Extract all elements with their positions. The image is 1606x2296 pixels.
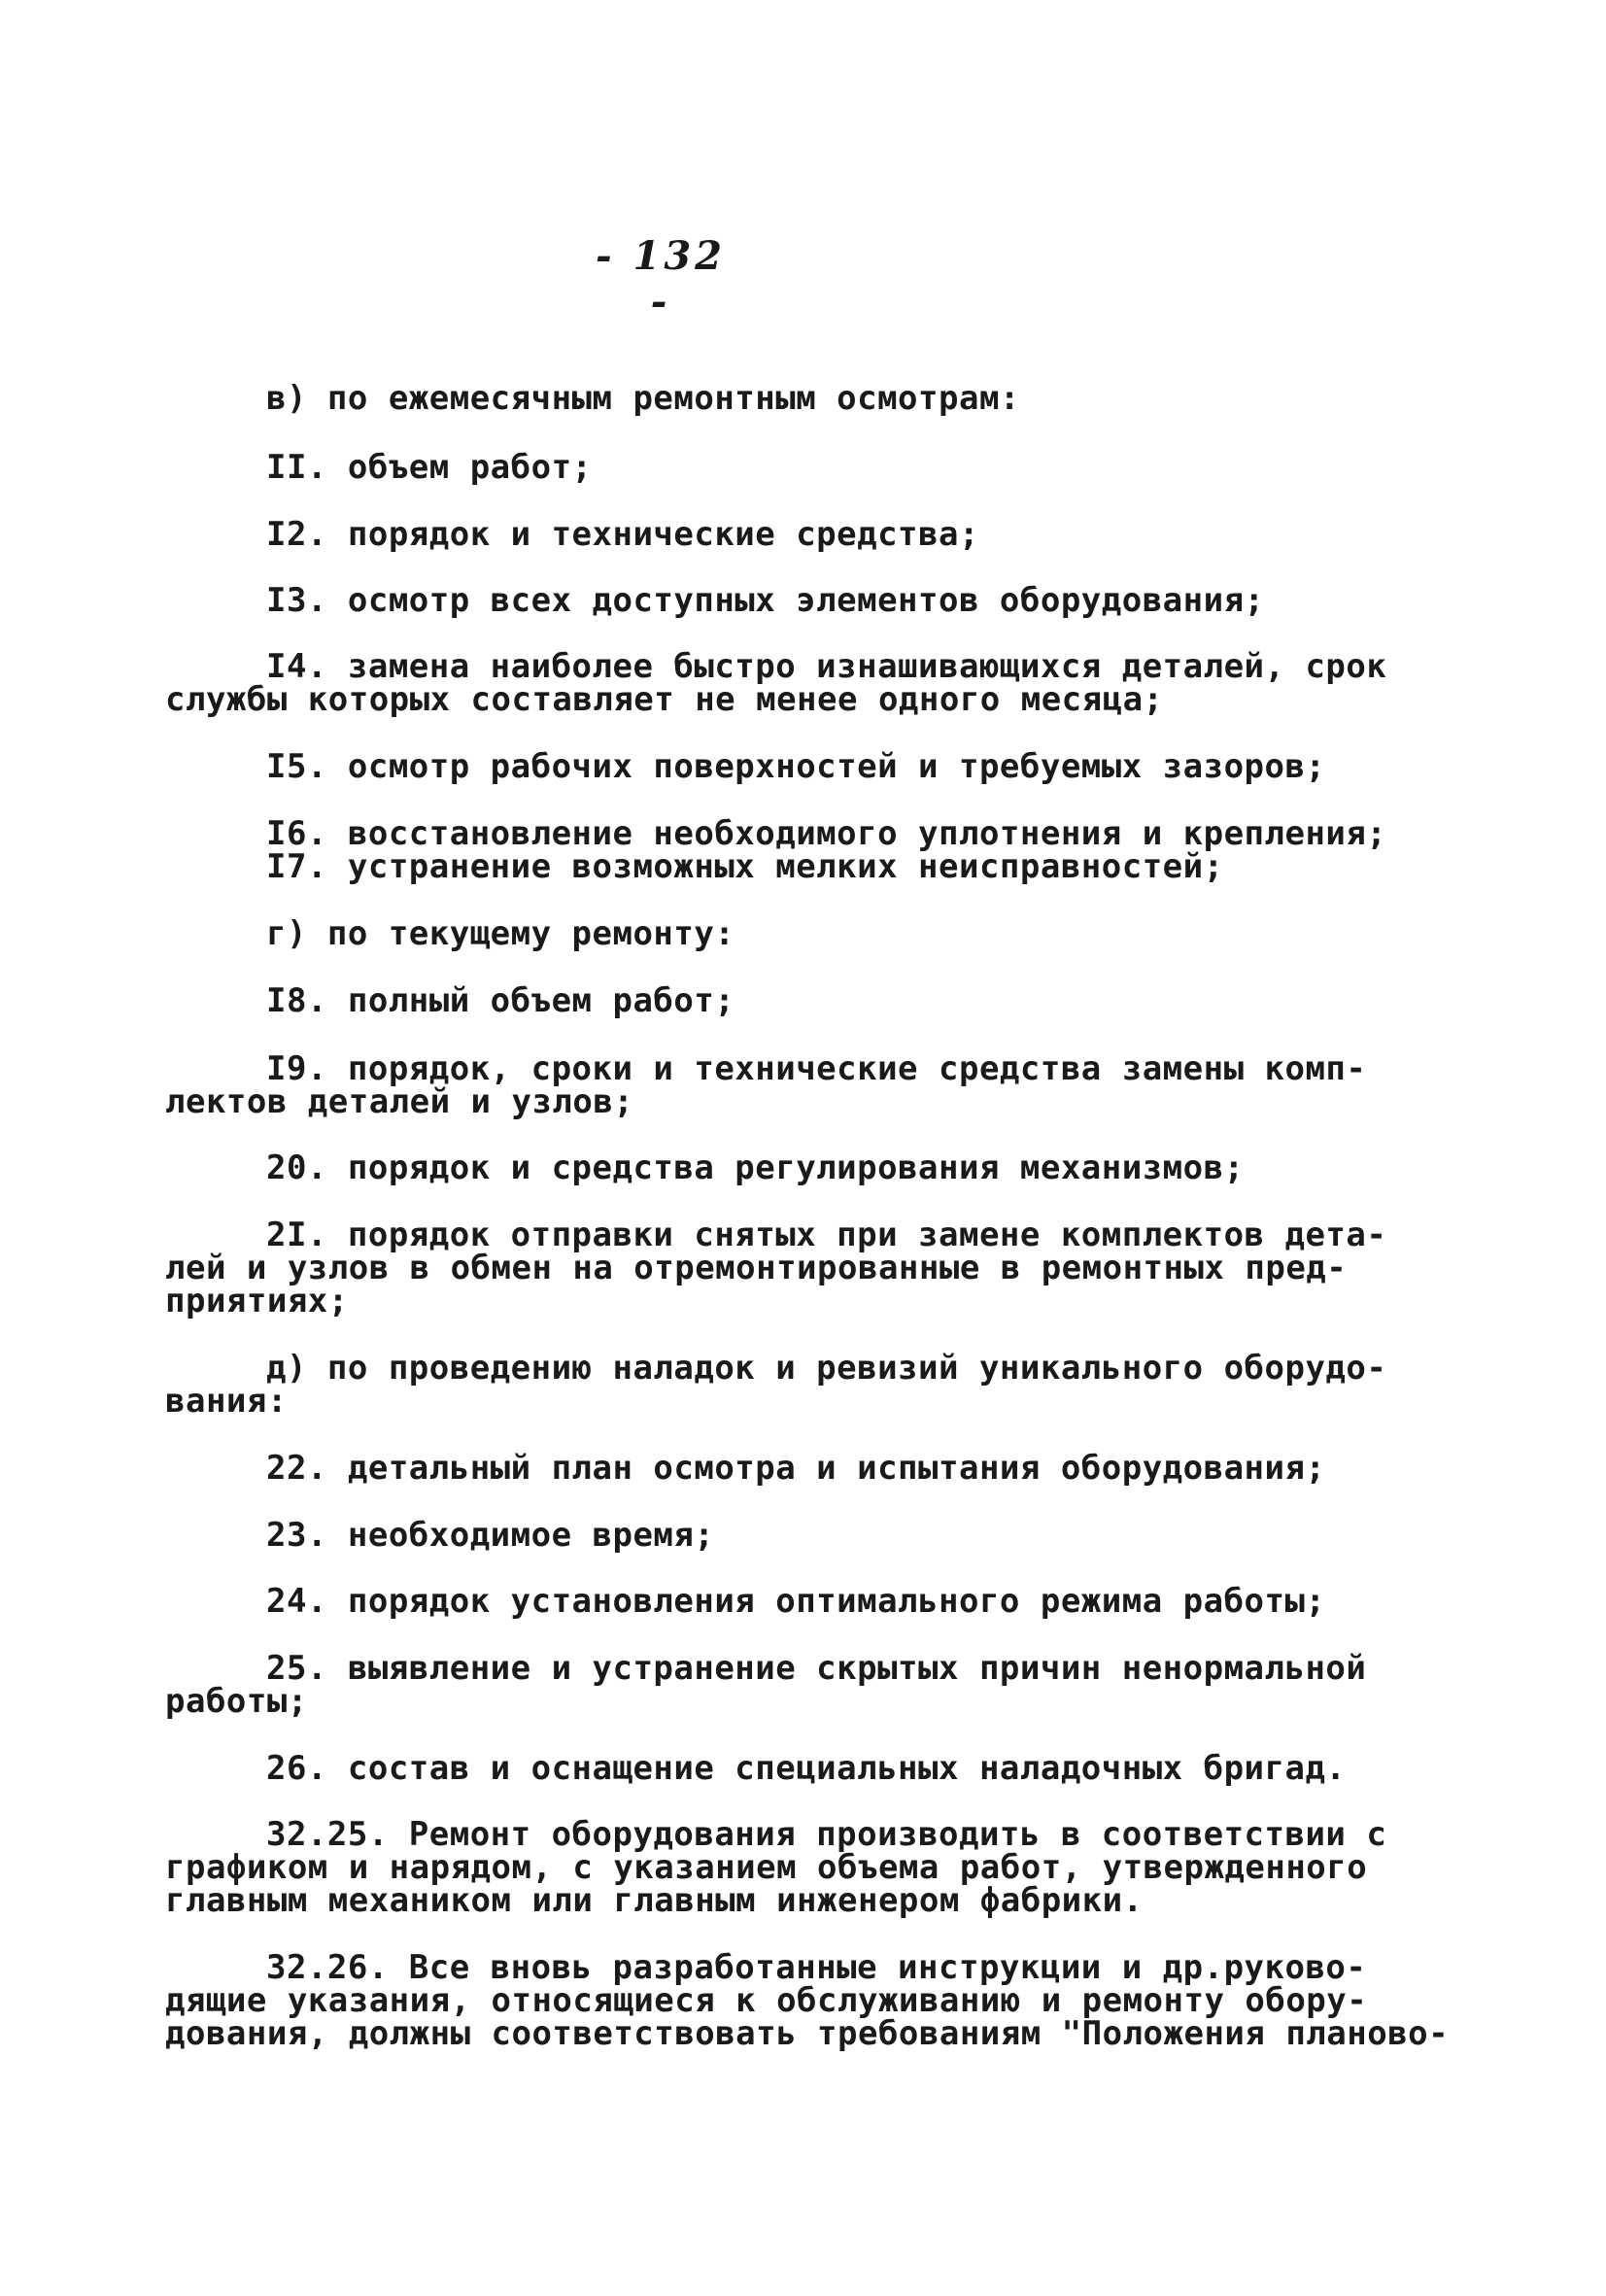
text-line: в) по ежемесячным ремонтным осмотрам: [266,379,1020,418]
text-line: службы которых составляет не менее одного месяца; [165,680,1164,719]
text-line: лей и узлов в обмен на отремонтированные в ремонтных пред- [165,1249,1348,1287]
text-line: 25. выявление и устранение скрытых причин ненормальной [266,1649,1367,1688]
text-line: дования, должны соответствовать требованиям "Положения планово- [165,2014,1450,2053]
text-line: I3. осмотр всех доступных элементов оборудования; [266,581,1265,620]
text-line: 23. необходимое время; [266,1516,715,1555]
text-line: 2I. порядок отправки снятых при замене комплектов дета- [266,1216,1387,1254]
text-line: 32.26. Все вновь разработанные инструкции и др.руково- [266,1948,1367,1987]
text-line: II. объем работ; [266,448,593,487]
text-line: работы; [165,1682,308,1721]
text-line: I5. осмотр рабочих поверхностей и требуемых зазоров; [266,747,1326,786]
text-line: графиком и нарядом, с указанием объема работ, утвержденного [165,1848,1368,1887]
text-line: 20. порядок и средства регулирования механизмов; [266,1148,1245,1187]
text-line: 24. порядок установления оптимального режима работы; [266,1582,1326,1621]
text-line: 22. детальный план осмотра и испытания оборудования; [266,1449,1326,1488]
text-line: I4. замена наиболее быстро изнашивающихся деталей, срок [266,647,1387,686]
text-line: I9. порядок, сроки и технические средства замены комп- [266,1049,1367,1088]
text-line: главным механиком или главным инженером фабрики. [165,1881,1144,1920]
text-line: I2. порядок и технические средства; [266,515,979,554]
text-line: приятиях; [165,1282,349,1320]
text-line: I8. полный объем работ; [266,981,735,1020]
text-line: вания: [165,1382,288,1421]
text-line: I6. восстановление необходимого уплотнения и крепления; [266,814,1387,853]
text-line: г) по текущему ремонту: [266,914,735,953]
text-line: д) по проведению наладок и ревизий уникального оборудо- [266,1349,1387,1388]
page-number: - 132 - [595,233,727,325]
text-line: лектов деталей и узлов; [165,1082,634,1121]
text-line: 32.25. Ремонт оборудования производить в соответствии с [266,1815,1387,1854]
text-line: 26. состав и оснащение специальных наладочных бригад. [266,1749,1347,1788]
text-line: дящие указания, относящиеся к обслуживанию и ремонту обору- [165,1981,1368,2020]
text-line: I7. устранение возможных мелких неисправностей; [266,847,1224,886]
